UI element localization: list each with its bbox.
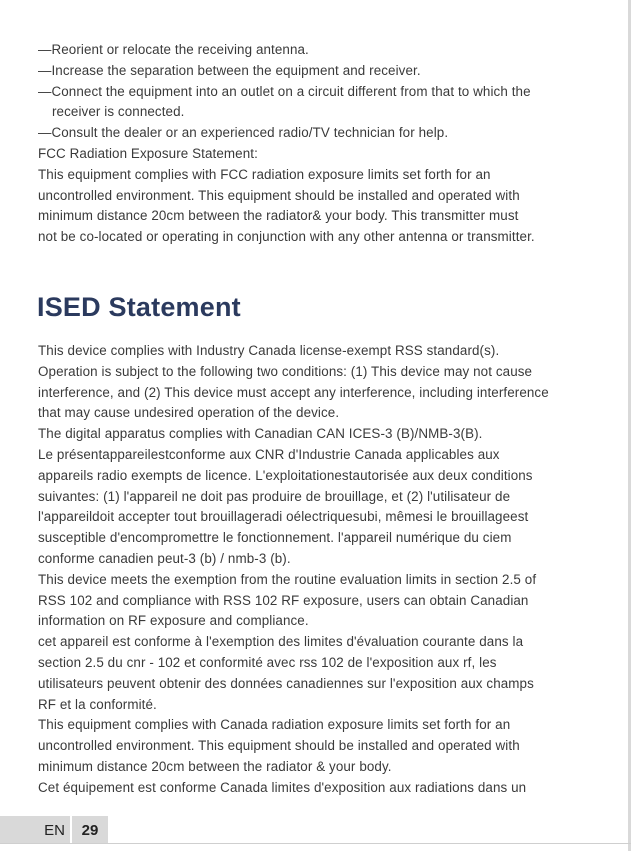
text-line: FCC Radiation Exposure Statement: [38, 145, 258, 161]
text-line: section 2.5 du cnr - 102 et conformité avec rss 102 de l'exposition aux rf, les [38, 654, 497, 670]
text-line: This equipment complies with FCC radiation exposure limits set forth for an [38, 166, 491, 182]
text-line: —Connect the equipment into an outlet on a circuit different from that to which the [38, 83, 531, 99]
ised-statement-text [38, 341, 618, 799]
text-line: conforme canadien peut-3 (b) / nmb-3 (b). [38, 550, 291, 566]
text-line: utilisateurs peuvent obtenir des données canadiennes sur l'exposition aux champs [38, 675, 534, 691]
text-line: information on RF exposure and compliance. [38, 613, 309, 629]
text-line: that may cause undesired operation of the device. [38, 405, 340, 421]
text-line: Le présentappareilestconforme aux CNR d'Industrie Canada applicables aux [38, 446, 500, 462]
text-line: —Reorient or relocate the receiving antenna. [38, 42, 309, 57]
text-line: cet appareil est conforme à l'exemption des limites d'évaluation courante dans la [38, 634, 524, 650]
language-label: EN [0, 816, 70, 844]
text-line: suivantes: (1) l'appareil ne doit pas produire de brouillage, et (2) l'utilisateur de [38, 488, 511, 504]
text-line: —Consult the dealer or an experienced radio/TV technician for help. [38, 125, 449, 141]
text-line: The digital apparatus complies with Canadian CAN ICES-3 (B)/NMB-3(B). [38, 426, 483, 442]
text-line: RF et la conformité. [38, 696, 157, 712]
text-line: susceptible d'encompromettre le fonctionnement. l'appareil numérique du ciem [38, 530, 512, 546]
page-footer [0, 816, 631, 844]
text-line: This device meets the exemption from the routine evaluation limits in section 2.5 of [38, 571, 537, 587]
text-line: —Increase the separation between the equipment and receiver. [38, 62, 421, 78]
section-heading: ISED Statement [37, 292, 241, 322]
text-line: l'appareildoit accepter tout brouillageradi oélectriquesubi, mêmesi le brouillageest [38, 509, 529, 525]
text-line: minimum distance 20cm between the radiator& your body. This transmitter must [38, 208, 519, 224]
text-line: receiver is connected. [52, 104, 185, 120]
footer-divider [0, 843, 631, 844]
text-line: uncontrolled environment. This equipment should be installed and operated with [38, 187, 520, 203]
text-line: Cet équipement est conforme Canada limites d'exposition aux radiations dans un [38, 779, 527, 795]
text-line: appareils radio exempts de licence. L'exploitationestautorisée aux deux conditions [38, 467, 533, 483]
text-line: not be co-located or operating in conjunction with any other antenna or transmitter. [38, 229, 535, 245]
text-line: minimum distance 20cm between the radiator & your body. [38, 758, 392, 774]
page-number: 29 [72, 816, 108, 844]
text-line: interference, and (2) This device must accept any interference, including interference [38, 384, 549, 400]
text-line: RSS 102 and compliance with RSS 102 RF exposure, users can obtain Canadian [38, 592, 529, 608]
text-line: This device complies with Industry Canada license-exempt RSS standard(s). [38, 343, 500, 358]
fcc-continued-text [38, 40, 618, 248]
text-line: Operation is subject to the following two conditions: (1) This device may not cause [38, 363, 533, 379]
text-line: This equipment complies with Canada radiation exposure limits set forth for an [38, 717, 511, 733]
text-line: uncontrolled environment. This equipment should be installed and operated with [38, 738, 520, 754]
